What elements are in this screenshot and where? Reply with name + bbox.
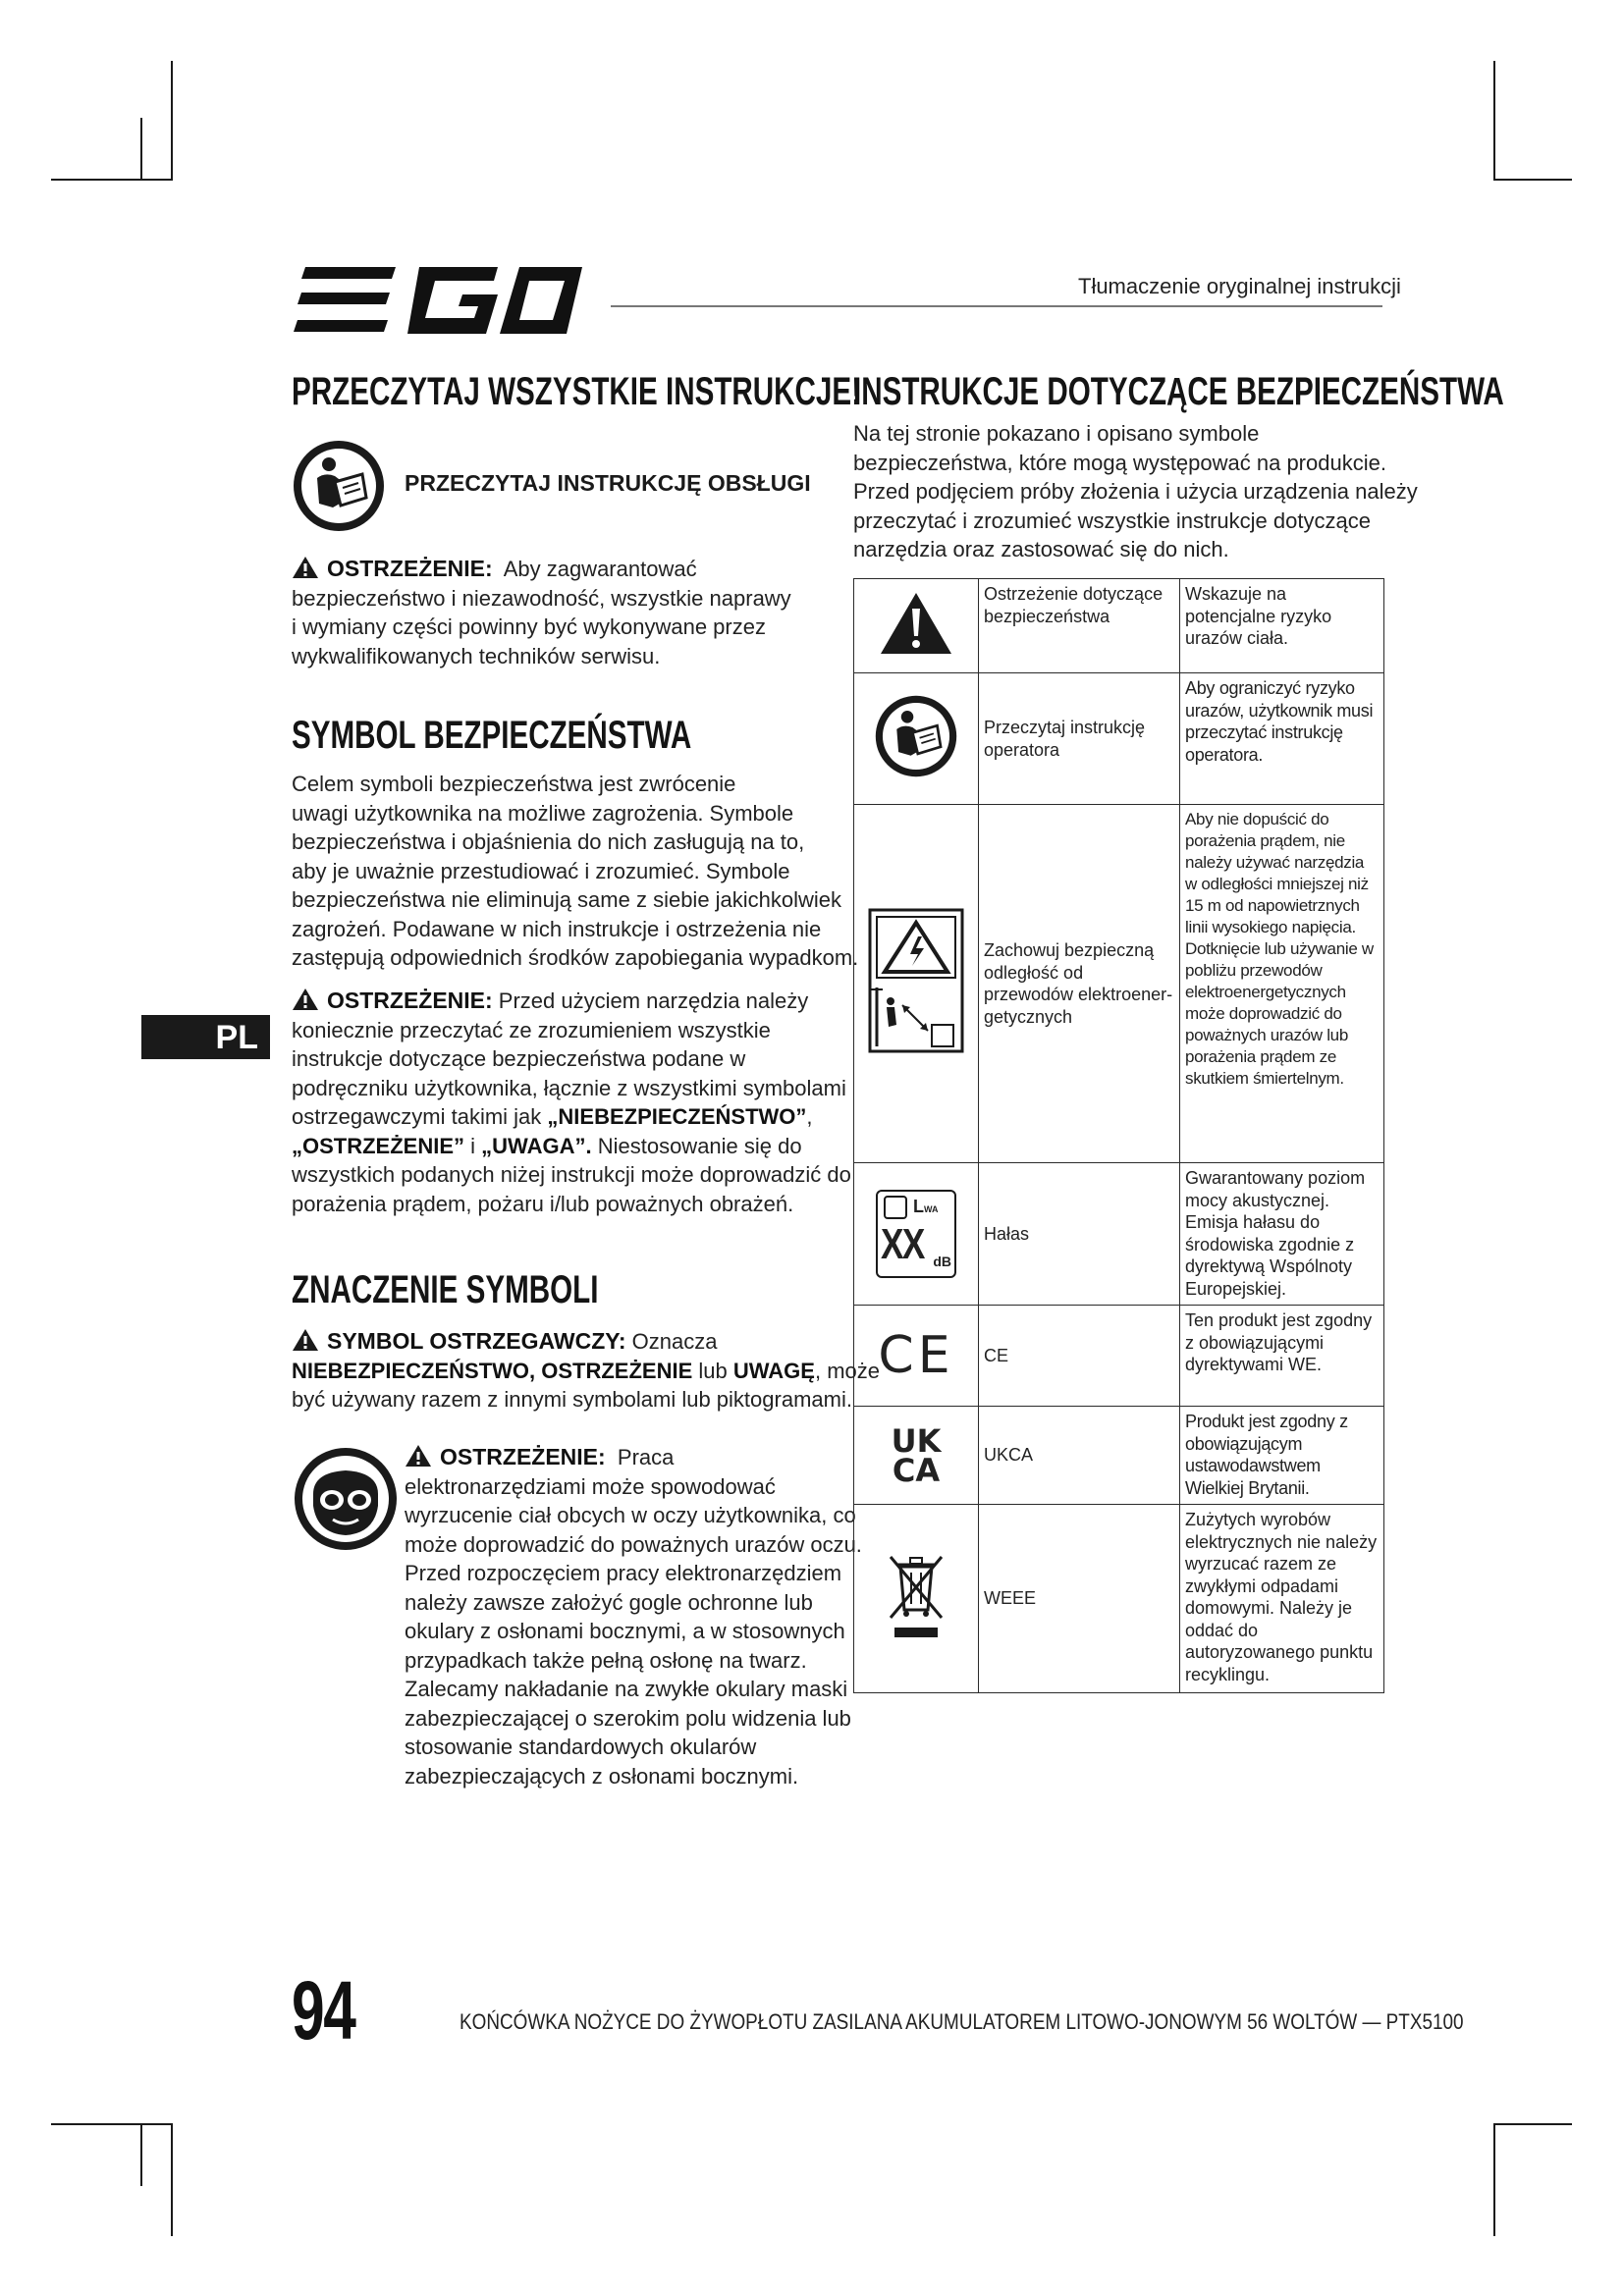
warning-text: przypadkach także pełną osłonę na twarz. xyxy=(405,1647,807,1673)
paragraph-line: bezpieczeństwa, które mogą występować na produkcie. xyxy=(853,450,1386,475)
safety-goggles-icon xyxy=(292,1445,400,1553)
read-manual-icon xyxy=(874,694,958,778)
symbol-name: WEEE xyxy=(979,1505,1180,1693)
warning-text: Zalecamy nakładanie na zwykłe okulary maski xyxy=(405,1677,848,1701)
warning-repairs-line xyxy=(292,555,841,584)
symbol-description: Gwarantowany poziom mocy akustycznej. Emisja hałasu do środowiska zgodnie z dyrektywą Wspólnoty Europejskiej. xyxy=(1180,1163,1384,1306)
warning-text: Praca xyxy=(617,1445,675,1469)
symbol-cell xyxy=(854,805,979,1163)
warning-text: wykwalifikowanych techników serwisu. xyxy=(292,643,661,668)
symbol-cell xyxy=(854,1505,979,1693)
symbol-cell xyxy=(854,1306,979,1407)
table-row xyxy=(854,1163,1384,1306)
warning-text: i wymiany części powinny być wykonywane przez xyxy=(292,614,766,639)
warning-text: instrukcje dotyczące bezpieczeństwa podane w xyxy=(292,1046,746,1071)
signal-word: „NIEBEZPIECZEŃSTWO” xyxy=(547,1104,807,1129)
symbol-name: Hałas xyxy=(979,1163,1180,1306)
language-tab xyxy=(141,1015,270,1059)
table-row xyxy=(854,1306,1384,1407)
warning-text: wszystkich podanych niżej instrukcji może doprowadzić do xyxy=(292,1162,851,1187)
symbol-description: Zużytych wyrobów elektrycznych nie należy wyrzucać razem ze zwykłymi odpadami domowymi. Należy je oddać do autoryzowanego punktu recyklingu. xyxy=(1180,1505,1384,1693)
section-title-safety-instructions: INSTRUKCJE DOTYCZĄCE BEZPIECZEŃSTWA xyxy=(853,370,1504,413)
paragraph-line: uwagi użytkownika na możliwe zagrożenia. Symbole xyxy=(292,800,794,826)
warning-label: OSTRZEŻENIE: xyxy=(440,1444,606,1469)
crop-mark xyxy=(1493,2123,1495,2236)
warning-text: zabezpieczającej o szerokim polu widzenia lub xyxy=(405,1705,851,1731)
warning-text: podręczniku użytkownika, łącznie z wszystkimi symbolami xyxy=(292,1075,846,1100)
symbol-description: Ten produkt jest zgodny z obowiązującymi dyrektywami WE. xyxy=(1180,1306,1384,1407)
warning-text: okulary z osłonami bocznymi, a w stosownych xyxy=(405,1619,845,1643)
safety-intro-paragraph xyxy=(853,419,1418,564)
symbol-description: Produkt jest zgodny z obowiązującym ustawodawstwem Wielkiej Brytanii. xyxy=(1180,1407,1384,1505)
header-subtitle: Tłumaczenie oryginalnej instrukcji xyxy=(1078,274,1401,298)
warning-text: koniecznie przeczytać ze zrozumieniem wszystkie xyxy=(292,1017,771,1042)
warning-text: wyrzucenie ciał obcych w oczy użytkownika, co xyxy=(405,1503,856,1527)
symbol-name: UKCA xyxy=(979,1407,1180,1505)
crop-mark xyxy=(171,2123,173,2236)
warning-triangle-icon xyxy=(879,591,953,656)
symbol-description: Wskazuje na potencjalne ryzyko urazów ciała. xyxy=(1180,579,1384,673)
ce-mark-icon: CE xyxy=(878,1326,954,1385)
warning-triangle-icon xyxy=(405,1444,432,1468)
footer-title: KOŃCÓWKA NOŻYCE DO ŻYWOPŁOTU ZASILANA AKUMULATOREM LITOWO-JONOWYM 56 WOLTÓW — PTX5100 xyxy=(460,2009,1464,2034)
warning-text: stosowanie standardowych okularów xyxy=(405,1735,757,1759)
warning-triangle-icon xyxy=(292,988,319,1011)
warning-triangle-icon xyxy=(292,556,319,579)
signal-word: UWAGĘ xyxy=(732,1358,815,1383)
signal-word: „OSTRZEŻENIE” xyxy=(292,1133,465,1158)
table-row xyxy=(854,579,1384,673)
warning-label: OSTRZEŻENIE: xyxy=(327,988,493,1013)
symbol-cell xyxy=(854,579,979,673)
crop-mark xyxy=(140,2123,142,2186)
paragraph-line: być używany razem z innymi symbolami lub piktogramami. xyxy=(292,1387,852,1412)
paragraph-line: zastępują odpowiednich środków zapobiegania wypadkom. xyxy=(292,945,859,970)
symbol-description: Aby ograniczyć ryzyko urazów, użytkownik musi przeczytać instrukcję operatora. xyxy=(1180,673,1384,805)
paragraph-line: zagrożeń. Podawane w nich instrukcje i ostrzeżenia nie xyxy=(292,916,822,941)
alert-symbol-label: SYMBOL OSTRZEGAWCZY: xyxy=(327,1328,626,1354)
noise-level-icon: LWA XX dB xyxy=(876,1190,956,1278)
table-row xyxy=(854,1407,1384,1505)
warning-text: bezpieczeństwo i niezawodność, wszystkie naprawy xyxy=(292,585,791,611)
paragraph-line: narzędzia oraz zastosować się do nich. xyxy=(853,537,1229,561)
crop-mark xyxy=(1493,179,1572,181)
warning-text: należy zawsze założyć gogle ochronne lub xyxy=(405,1589,813,1615)
warning-text: ostrzegawczymi takimi jak xyxy=(292,1104,542,1129)
paragraph-line: bezpieczeństwa nie eliminują same z siebie jakichkolwiek xyxy=(292,887,842,912)
crop-mark xyxy=(171,61,173,181)
header-rule xyxy=(611,305,1382,307)
signal-word: NIEBEZPIECZEŃSTWO, OSTRZEŻENIE xyxy=(292,1358,693,1383)
signal-word: „UWAGA”. xyxy=(481,1133,592,1158)
symbol-name: Przeczytaj instrukcję operatora xyxy=(979,673,1180,805)
paragraph-line: bezpieczeństwa i objaśnienia do nich zasługują na to, xyxy=(292,829,805,854)
warning-text: zabezpieczających z osłonami bocznymi. xyxy=(405,1763,799,1789)
section-title-symbol-meaning: ZNACZENIE SYMBOLI xyxy=(292,1268,599,1311)
language-tab-label: PL xyxy=(215,1019,258,1056)
symbol-cell xyxy=(854,1407,979,1505)
symbol-description: Aby nie dopuścić do porażenia prądem, nie należy używać narzędzia w odległości mniejszej niż 15 m od napowietrznych linii wysokiego napięcia. Dotknięcie lub używanie w pobliżu przewodów elektroenergetycznych może doprowadzić do poważnych urazów lub porażenia prądem ze skutkiem śmiertelnym. xyxy=(1180,805,1384,1163)
read-manual-icon xyxy=(292,439,386,533)
crop-mark xyxy=(51,179,173,181)
brand-logo xyxy=(292,263,586,338)
paragraph-line: Przed podjęciem próby złożenia i użycia urządzenia należy xyxy=(853,479,1418,504)
crop-mark xyxy=(1493,2123,1572,2125)
warning-repairs xyxy=(292,555,841,670)
warning-read-instructions: OSTRZEŻENIE: Przed użyciem narzędzia należy koniecznie przeczytać ze zrozumieniem wszystkie instrukcje dotyczące bezpieczeństwa podane w podręczniku użytkownika, łącznie z wszystkimi symbolami ostrzegawczymi takimi jak „NIEBEZPIECZEŃSTWO”, „OSTRZEŻENIE” i „UWAGA”. Niestosowanie się do wszystkich podanych niżej instrukcji może doprowadzić do porażenia prądem, pożaru i/lub poważnych obrażeń. xyxy=(292,987,851,1218)
paragraph-line: aby je uważnie przestudiować i zrozumieć. Symbole xyxy=(292,858,790,883)
warning-text: Przed rozpoczęciem pracy elektronarzędziem xyxy=(405,1561,842,1585)
symbol-name: CE xyxy=(979,1306,1180,1407)
warning-eye-protection xyxy=(405,1443,862,1790)
symbol-cell xyxy=(854,1163,979,1306)
warning-text: może doprowadzić do poważnych urazów oczu. xyxy=(405,1531,862,1557)
ukca-mark-icon: UK CA xyxy=(891,1421,942,1489)
paragraph-line: Na tej stronie pokazano i opisano symbole xyxy=(853,421,1260,446)
page-number: 94 xyxy=(292,1964,355,2056)
crop-mark xyxy=(1493,149,1495,179)
crop-mark xyxy=(140,118,142,181)
crop-mark xyxy=(51,2123,173,2125)
warning-text: Przed użyciem narzędzia należy xyxy=(498,988,809,1013)
symbols-table xyxy=(853,578,1384,1693)
alert-symbol-paragraph: SYMBOL OSTRZEGAWCZY: Oznacza NIEBEZPIECZEŃSTWO, OSTRZEŻENIE lub UWAGĘ, może być używany razem z innymi symbolami lub piktogramami. xyxy=(292,1327,880,1415)
safety-symbol-paragraph xyxy=(292,770,858,973)
symbol-cell xyxy=(854,673,979,805)
section-title-read-all: PRZECZYTAJ WSZYSTKIE INSTRUKCJE! xyxy=(292,370,861,413)
symbol-name: Ostrzeżenie dotyczące bezpieczeństwa xyxy=(979,579,1180,673)
weee-bin-icon xyxy=(885,1549,947,1643)
table-row xyxy=(854,805,1384,1163)
section-title-safety-symbol: SYMBOL BEZPIECZEŃSTWA xyxy=(292,714,692,757)
table-row xyxy=(854,673,1384,805)
warning-text: Aby zagwarantować xyxy=(503,557,697,581)
paragraph-line: przeczytać i zrozumieć wszystkie instrukcje dotyczące xyxy=(853,507,1371,533)
power-line-distance-icon xyxy=(867,907,965,1054)
read-manual-label: PRZECZYTAJ INSTRUKCJĘ OBSŁUGI xyxy=(405,470,811,496)
warning-label: OSTRZEŻENIE: xyxy=(327,556,493,581)
table-row xyxy=(854,1505,1384,1693)
symbol-name: Zachowuj bezpieczną odległość od przewodów elektroener-getycznych xyxy=(979,805,1180,1163)
warning-text: porażenia prądem, pożaru i/lub poważnych obrażeń. xyxy=(292,1191,794,1216)
warning-triangle-icon xyxy=(292,1328,319,1352)
paragraph-line: Celem symboli bezpieczeństwa jest zwrócenie xyxy=(292,772,736,796)
warning-text: elektronarzędziami może spowodować xyxy=(405,1473,776,1499)
